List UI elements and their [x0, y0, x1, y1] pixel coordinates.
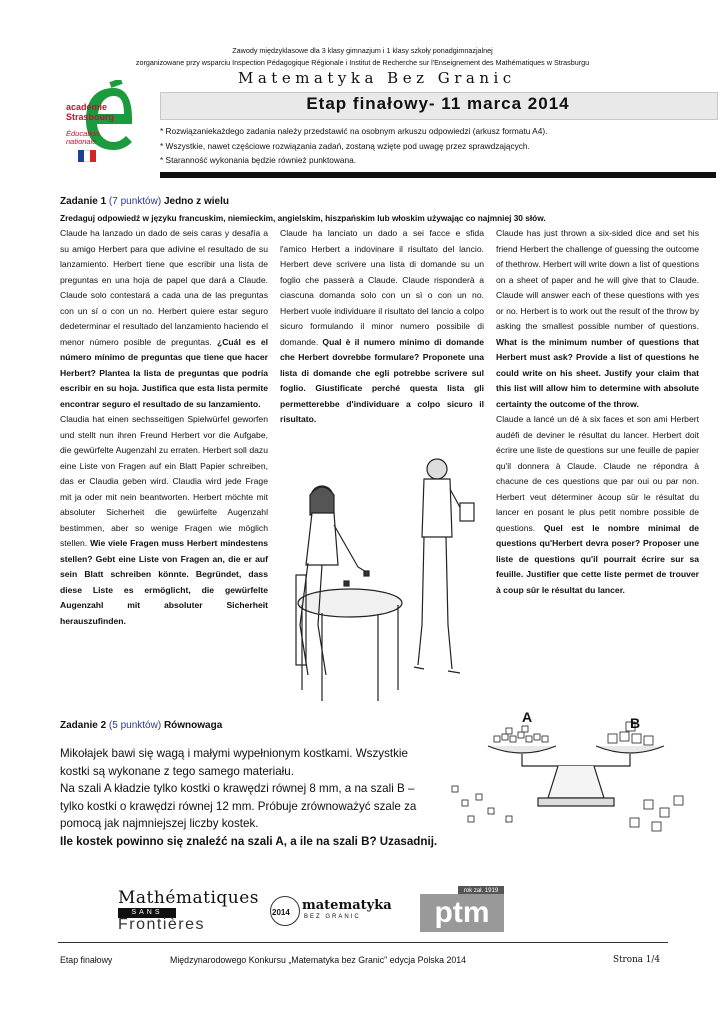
mathematiques-sans-frontieres-logo: Mathématiques SANS Frontières: [118, 888, 260, 933]
scale-label-a: A: [522, 709, 533, 725]
task1-english-french-text: Claude has just thrown a six-sided dice and set his friend Herbert the challenge of guessing the outcome of thethrow. Herbert will write down a list of questions on a sheet of paper and he will give that to Claude. Claude will answer each of these questions with yes or no. Herbert is to work out the result of the throw by asking the smallest possible number of questions. What is the minimum number of questions that Herbert must ask? Provide a list of questions he could write on his sheet. Justify your claim that this list will allow him to determine with absolute certainty the outcome of the throw. Claude a lancé un dé à six faces et son ami Herbert audéfi de deviner le résultat du lancer. Herbert doit écrire une liste de questions sur une feuille de papier qu'il donnera à Claude. Claude ne répondra à chacune de ces questions que par oui ou par non. Herbert veut déterminer àcoup sûr le résultat du lancer en posant le plus petit nombre possible de questions. Quel est le nombre minimal de questions qu'Herbert devra poser? Proposer une liste de questions qu'il pourrait écrire sur sa feuille. Justifier que cette liste permet de trouver à coup sûr le résultat du lancer.: [496, 228, 699, 595]
education-nationale-text: Éducation nationale: [66, 129, 100, 146]
task1-italian-text: Claude ha lanciato un dado a sei facce e sfida l'amico Herbert a indovinare il risultato del lancio. Herbert deve scrivere una lista di domande su un foglio che passerà a Claude. Claude risponderà a ciascuna domanda solo con un sì o con un no. Herbert vuole individuare il risultato del lancio a colpo sicuro formulando il minor numero possibile di domande. Qual è il numero minimo di domande che Herbert dovrebbe formulare? Proponete una lista di domande che egli potrebbe scrivere sul foglio. Giustificate perché questa lista gli permetterebbe d'individuare a colpo sicuro il risultato.: [280, 228, 484, 424]
academie-text: académie Strasbourg: [66, 102, 115, 122]
task1-heading: Zadanie 1 (7 punktów) Jedno z wielu: [60, 196, 229, 207]
ptm-logo: rok zał. 1919 ptm: [420, 886, 520, 936]
competition-title: Matematyka Bez Granic: [238, 69, 516, 87]
header-line-1: Zawody międzyklasowe dla 3 klasy gimnazjum i 1 klasy szkoły ponadgimnazjalnej: [232, 46, 493, 55]
header-line-2: zorganizowane przy wsparciu Inspection Pédagogique Régionale i Institut de Recherche sur l'Enseignement des Mathématiques w Strasburgu: [135, 58, 590, 67]
scale-label-b: B: [630, 715, 641, 731]
instructions-notes: * Rozwiązaniekażdego zadania należy przedstawić na osobnym arkuszu odpowiedzi (arkusz formatu A4). * Wszystkie, nawet częściowe rozwiązania zadań, zostaną wzięte pod uwagę przez sprawdzających. * Staranność wykonania będzie również punktowana.: [160, 126, 548, 165]
task1-spanish-text: Claude ha lanzado un dado de seis caras y desafía a su amigo Herbert para que adivine el resultado de su lanzamiento. Herbert tiene que escribir una lista de preguntas en una hoja de papel que dará a Claude. Claude solo contestará a cada una de las preguntas con un sí o con un no. Herbert quiere estar seguro dedeterminar el resultado del lanzamiento haciendo el menor número posible de preguntas. ¿Cuál es el número mínimo de preguntas que tiene que hacer Herbert? Plantea la lista de preguntas que podría escribir en su hoja. Justifica que esta lista permite encontrar seguro el resultado de su lanzamiento. Claudia hat einen sechsseitigen Spielwürfel geworfen und stellt nun ihren Freund Herbert vor die Aufgabe, die gewürfelte Augenzahl zu erraten. Herbert soll dazu eine Liste von Fragen auf ein Blatt Papier schreiben, das er Claudia geben wird. Claudia wird jede Frage mit ja oder mit nein beantworten. Herbert möchte mit absoluter Sicherheit die gewürfelte Augenzahl bestimmen, aber so wenige Fragen wie möglich stellen. Wie viele Fragen muss Herbert mindestens stellen? Gebt eine Liste von Fragen an, die er auf sein Blatt schreiben könnte. Begründet, dass diese Liste es ermöglicht, die gewürfelte Augenzahl mit absoluter Sicherheit herauszufinden.: [60, 228, 268, 626]
task2-text: Mikołajek bawi się wagą i małymi wypełnionym kostkami. Wszystkie kostki są wykonane z tego samego materiału. Na szali A kładzie tylko kostki o krawędzi równej 8 mm, a na szali B – tylko kostki o krawędzi równej 12 mm. Próbuje zrównoważyć szale za pomocą jak najmniejszej liczby kostek. Ile kostek powinno się znaleźć na szali A, a ile na szali B? Uzasadnij.: [60, 747, 438, 848]
stage-title: Etap finałowy- 11 marca 2014: [306, 94, 570, 113]
footer-left: Etap finałowy: [60, 955, 113, 965]
footer-divider: [58, 942, 668, 943]
task2-heading: Zadanie 2 (5 punktów) Równowaga: [60, 720, 223, 731]
footer-page-number: Strona 1/4: [613, 955, 660, 965]
task1-instruction: Zredaguj odpowiedź w języku francuskim, niemieckim, angielskim, hiszpańskim lub włoskim używając co najmniej 30 słów.: [60, 213, 546, 223]
balance-scale-illustration: [448, 708, 698, 838]
header-divider: [160, 172, 716, 178]
footer-center: Międzynarodowego Konkursu „Matematyka bez Granic" edycja Polska 2014: [170, 955, 467, 965]
french-flag-icon: [78, 150, 96, 162]
matematyka-bez-granic-logo: 2014 matematyka BEZ GRANIC: [270, 896, 400, 936]
people-table-illustration: [282, 455, 482, 703]
academie-logo: [64, 80, 154, 170]
